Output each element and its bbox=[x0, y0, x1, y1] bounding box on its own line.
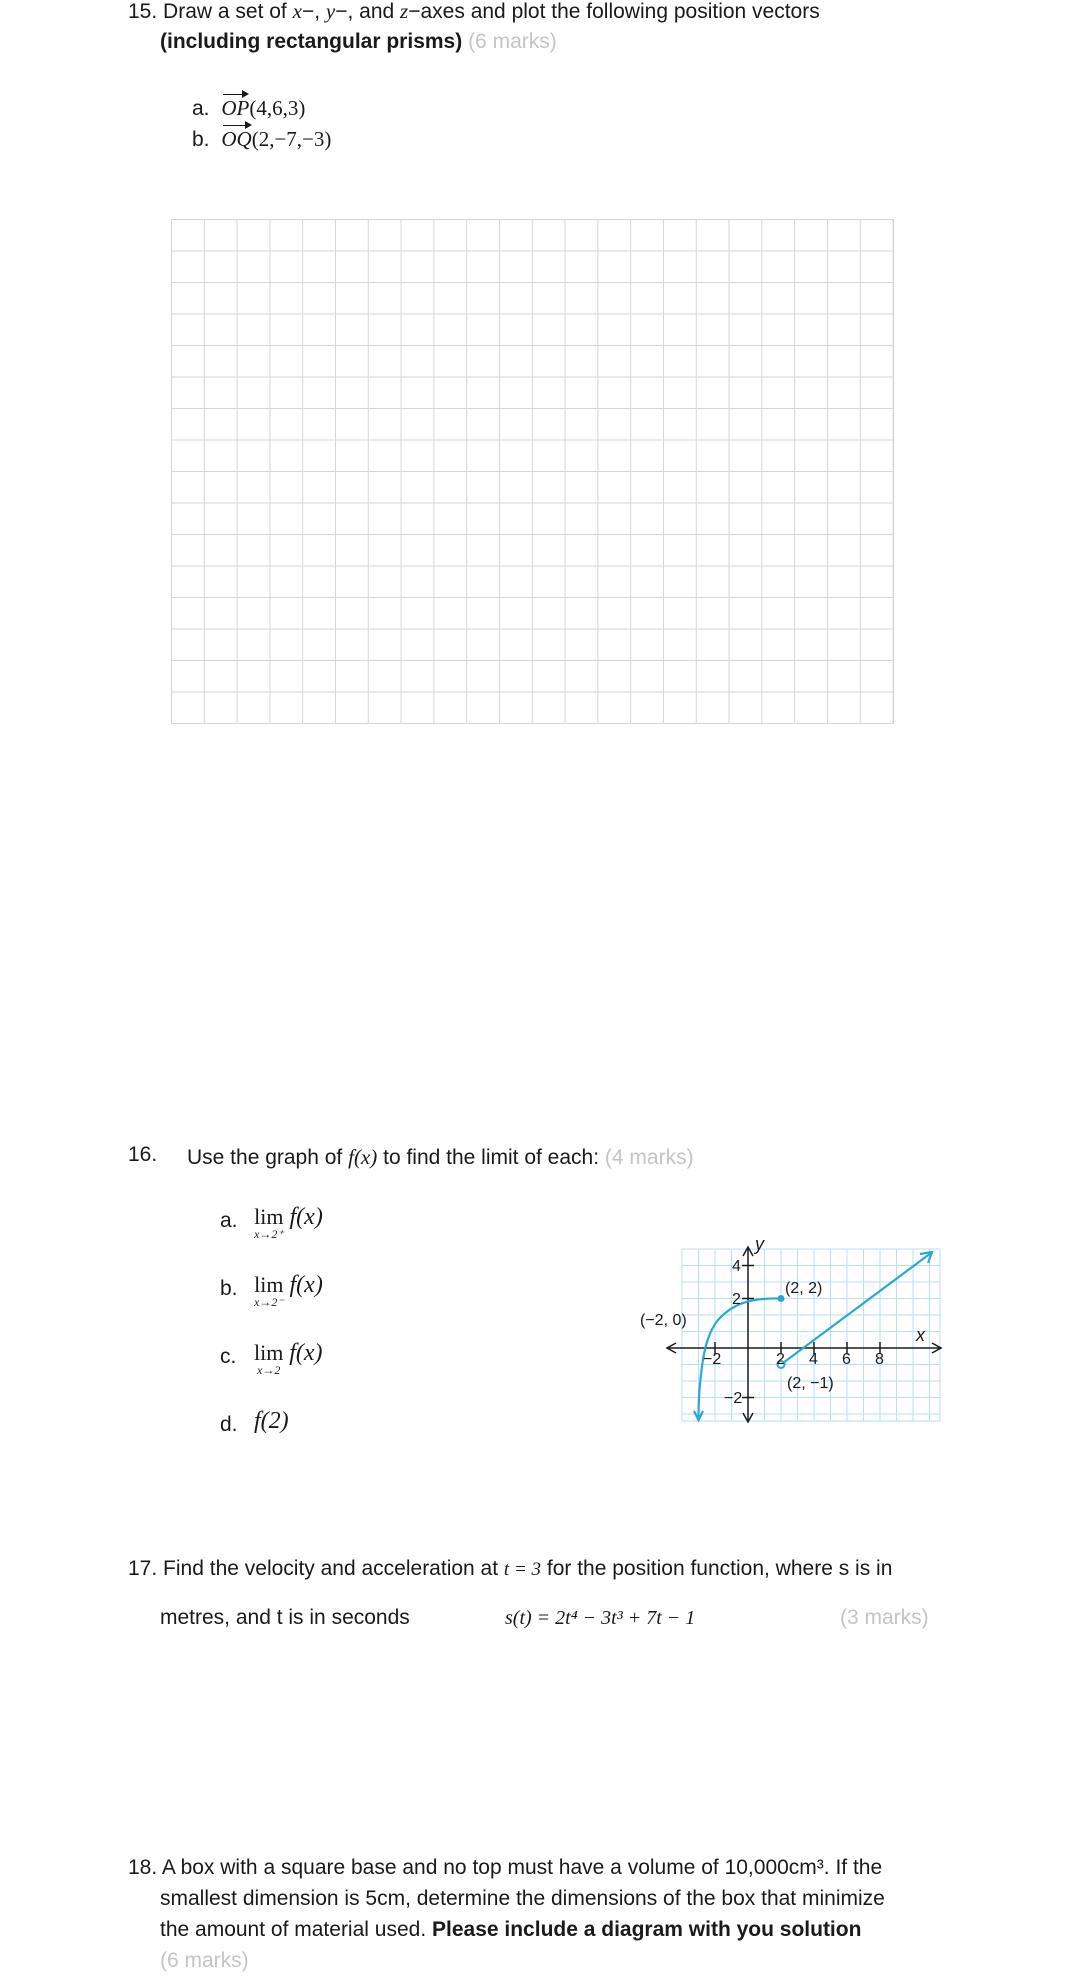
question-text: −, bbox=[301, 0, 321, 23]
question-number: 18. bbox=[128, 1856, 158, 1879]
vector-item-a bbox=[192, 93, 305, 124]
item-label: d. bbox=[220, 1413, 238, 1436]
question-16-prompt bbox=[187, 1142, 694, 1173]
x-axis-label: x bbox=[916, 1325, 925, 1345]
question-18-line1 bbox=[128, 1853, 1058, 1883]
question-text: −axes and plot the following position vectors bbox=[408, 0, 820, 23]
limit-item-c bbox=[220, 1342, 323, 1376]
answer-grid bbox=[171, 219, 894, 724]
y-tick-label: 2 bbox=[732, 1291, 741, 1308]
point-label-left: (−2, 0) bbox=[640, 1312, 687, 1329]
question-17-line1 bbox=[128, 1554, 1058, 1585]
y-axis-label: y bbox=[755, 1235, 764, 1254]
question-18-line2: smallest dimension is 5cm, determine the dimensions of the box that minimize bbox=[160, 1887, 885, 1910]
vector-item-b bbox=[192, 124, 331, 155]
limit-item-d bbox=[220, 1410, 289, 1440]
question-16-number: 16. bbox=[128, 1143, 158, 1166]
limit-function: f(x) bbox=[289, 1272, 323, 1298]
lim-subscript: x→2⁺ bbox=[254, 1227, 284, 1241]
question-text: the amount of material used. bbox=[160, 1918, 427, 1941]
math-fx: f(x) bbox=[348, 1145, 378, 1169]
question-number: 15. bbox=[128, 0, 158, 23]
limit-expression bbox=[254, 1274, 284, 1308]
question-text: to find the limit of each: bbox=[383, 1146, 600, 1169]
function-value: f(2) bbox=[254, 1408, 289, 1434]
lim-word: lim bbox=[254, 1340, 284, 1365]
lim-word: lim bbox=[254, 1204, 284, 1229]
y-tick-label: −2 bbox=[724, 1390, 743, 1407]
marks-label: (4 marks) bbox=[604, 1146, 694, 1169]
question-text: −, and bbox=[335, 0, 395, 23]
lim-word: lim bbox=[254, 1272, 284, 1297]
math-z: z bbox=[400, 0, 409, 23]
question-15-line2 bbox=[160, 27, 557, 57]
question-text: Find the velocity and acceleration at bbox=[163, 1557, 499, 1580]
lim-subscript: x→2 bbox=[257, 1363, 281, 1377]
y-tick-label: 4 bbox=[732, 1258, 741, 1275]
x-tick-label: 2 bbox=[776, 1351, 785, 1368]
point-label-bottom: (2, −1) bbox=[787, 1375, 834, 1392]
closed-point-2-2 bbox=[778, 1295, 785, 1302]
x-tick-label: 6 bbox=[842, 1351, 851, 1368]
limit-function: f(x) bbox=[289, 1204, 323, 1230]
item-label: b. bbox=[192, 128, 210, 151]
x-tick-label: 4 bbox=[809, 1351, 818, 1368]
vector-op: OP bbox=[221, 93, 249, 123]
bold-instruction: (including rectangular prisms) bbox=[160, 30, 463, 53]
question-18-line3 bbox=[160, 1915, 861, 1945]
limit-expression bbox=[254, 1206, 284, 1240]
question-number: 17. bbox=[128, 1557, 158, 1580]
math-y: y bbox=[325, 0, 336, 23]
position-function: s(t) = 2t⁴ − 3t³ + 7t − 1 bbox=[505, 1607, 696, 1629]
question-text: Use the graph of bbox=[187, 1146, 343, 1169]
item-label: c. bbox=[220, 1345, 237, 1368]
question-text: Draw a set of bbox=[163, 0, 287, 23]
item-label: a. bbox=[220, 1209, 238, 1232]
marks-label: (6 marks) bbox=[160, 1949, 249, 1972]
question-15-line1 bbox=[128, 0, 1058, 27]
function-graph bbox=[640, 1235, 945, 1425]
vector-coords: (4,6,3) bbox=[249, 96, 306, 120]
marks-label: (6 marks) bbox=[468, 30, 557, 53]
limit-function: f(x) bbox=[289, 1340, 323, 1366]
lim-subscript: x→2⁻ bbox=[254, 1295, 284, 1309]
question-text: for the position function, where s is in bbox=[546, 1557, 893, 1580]
time-condition: t = 3 bbox=[503, 1559, 542, 1580]
limit-item-b bbox=[220, 1274, 323, 1308]
limit-expression bbox=[254, 1342, 283, 1376]
graph-axes bbox=[667, 1247, 941, 1422]
item-label: a. bbox=[192, 97, 210, 120]
x-tick-label: 8 bbox=[875, 1351, 884, 1368]
question-17-line2: metres, and t is in seconds bbox=[160, 1606, 410, 1629]
limit-item-a bbox=[220, 1206, 323, 1240]
bold-instruction: Please include a diagram with you solution bbox=[432, 1918, 862, 1941]
point-label-top: (2, 2) bbox=[785, 1280, 823, 1297]
vector-coords: (2,−7,−3) bbox=[251, 127, 332, 151]
math-x: x bbox=[292, 0, 302, 23]
question-text: A box with a square base and no top must have a volume of 10,000cm³. If the bbox=[161, 1856, 883, 1879]
x-tick-label: −2 bbox=[703, 1351, 722, 1368]
vector-oq: OQ bbox=[221, 124, 251, 154]
item-label: b. bbox=[220, 1277, 238, 1300]
marks-label: (3 marks) bbox=[840, 1606, 929, 1629]
